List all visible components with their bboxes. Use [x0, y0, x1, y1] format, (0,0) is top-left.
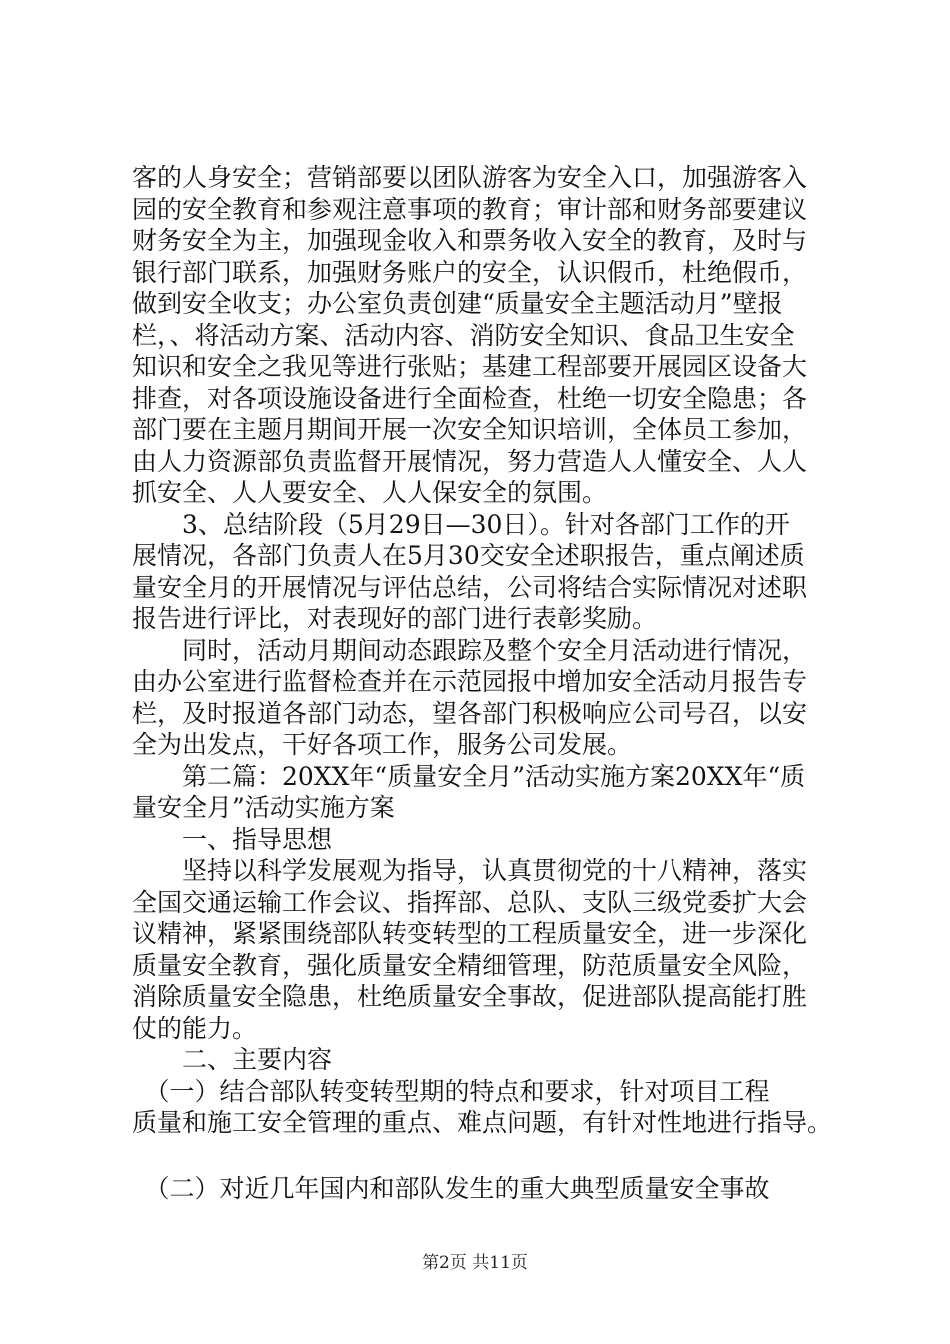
text-line: 量安全月的开展情况与评估总结，公司将结合实际情况对述职: [132, 572, 808, 602]
text-line: 质量安全教育，强化质量安全精细管理，防范质量安全风险，: [132, 950, 808, 980]
text-line: 财务安全为主，加强现金收入和票务收入安全的教育，及时与: [132, 226, 808, 255]
text-line: 议精神，紧紧围绕部队转变转型的工程质量安全，进一步深化: [132, 919, 808, 948]
text-line: 园的安全教育和参观注意事项的教育；审计部和财务部要建议: [132, 194, 808, 224]
text-line: 全为出发点，干好各项工作，服务公司发展。: [132, 730, 633, 759]
document-body: [132, 162, 832, 1204]
paragraph-gap: [132, 1139, 832, 1173]
text-line: 3、总结阶段（5月29日—30日）。针对各部门工作的开: [132, 509, 790, 539]
text-line: 客的人身安全；营销部要以团队游客为安全入口，加强游客入: [132, 163, 808, 192]
text-line: 第二篇：20XX年“质量安全月”活动实施方案20XX年“质: [132, 761, 806, 791]
section-heading: 二、主要内容: [132, 1045, 333, 1074]
text-line: 量安全月”活动实施方案: [132, 793, 395, 822]
text-line: 做到安全收支；办公室负责创建“质量安全主题活动月”壁报: [132, 289, 783, 318]
text-line: 质量和施工安全管理的重点、难点问题，有针对性地进行指导。: [132, 1108, 832, 1137]
text-line: 同时，活动月期间动态跟踪及整个安全月活动进行情况，: [132, 635, 808, 665]
text-line: 抓安全、人人要安全、人人保安全的氛围。: [132, 478, 608, 507]
section-heading: 一、指导思想: [132, 824, 333, 854]
text-line: 报告进行评比，对表现好的部门进行表彰奖励。: [132, 604, 658, 633]
text-line: 栏，及时报道各部门动态，望各部门积极响应公司号召，以安: [132, 698, 808, 728]
text-line: （一）结合部队转变转型期的特点和要求，针对项目工程: [132, 1076, 770, 1106]
text-line: 银行部门联系，加强财务账户的安全，认识假币，杜绝假币，: [132, 257, 808, 287]
text-line: 消除质量安全隐患，杜绝质量安全事故，促进部队提高能打胜: [132, 982, 808, 1011]
text-line: 栏，、将活动方案、活动内容、消防安全知识、食品卫生安全: [132, 320, 795, 350]
text-line: 知识和安全之我见等进行张贴；基建工程部要开展园区设备大: [132, 352, 808, 381]
text-line: 由人力资源部负责监督开展情况，努力营造人人懂安全、人人: [132, 446, 808, 476]
text-line: 展情况，各部门负责人在5月30交安全述职报告，重点阐述质: [132, 541, 805, 570]
text-line: 由办公室进行监督检查并在示范园报中增加安全活动月报告专: [132, 667, 808, 696]
text-line: 全国交通运输工作会议、指挥部、总队、支队三级党委扩大会: [132, 887, 808, 917]
text-line: 部门要在主题月期间开展一次安全知识培训，全体员工参加，: [132, 415, 808, 444]
text-line: 坚持以科学发展观为指导，认真贯彻党的十八精神，落实: [132, 856, 808, 885]
text-line: 仗的能力。: [132, 1013, 258, 1043]
text-line: （二）对近几年国内和部队发生的重大典型质量安全事故: [132, 1173, 770, 1203]
text-line: 排查，对各项设施设备进行全面检查，杜绝一切安全隐患；各: [132, 383, 808, 413]
page-footer: 第2页 共11页: [422, 1253, 528, 1273]
